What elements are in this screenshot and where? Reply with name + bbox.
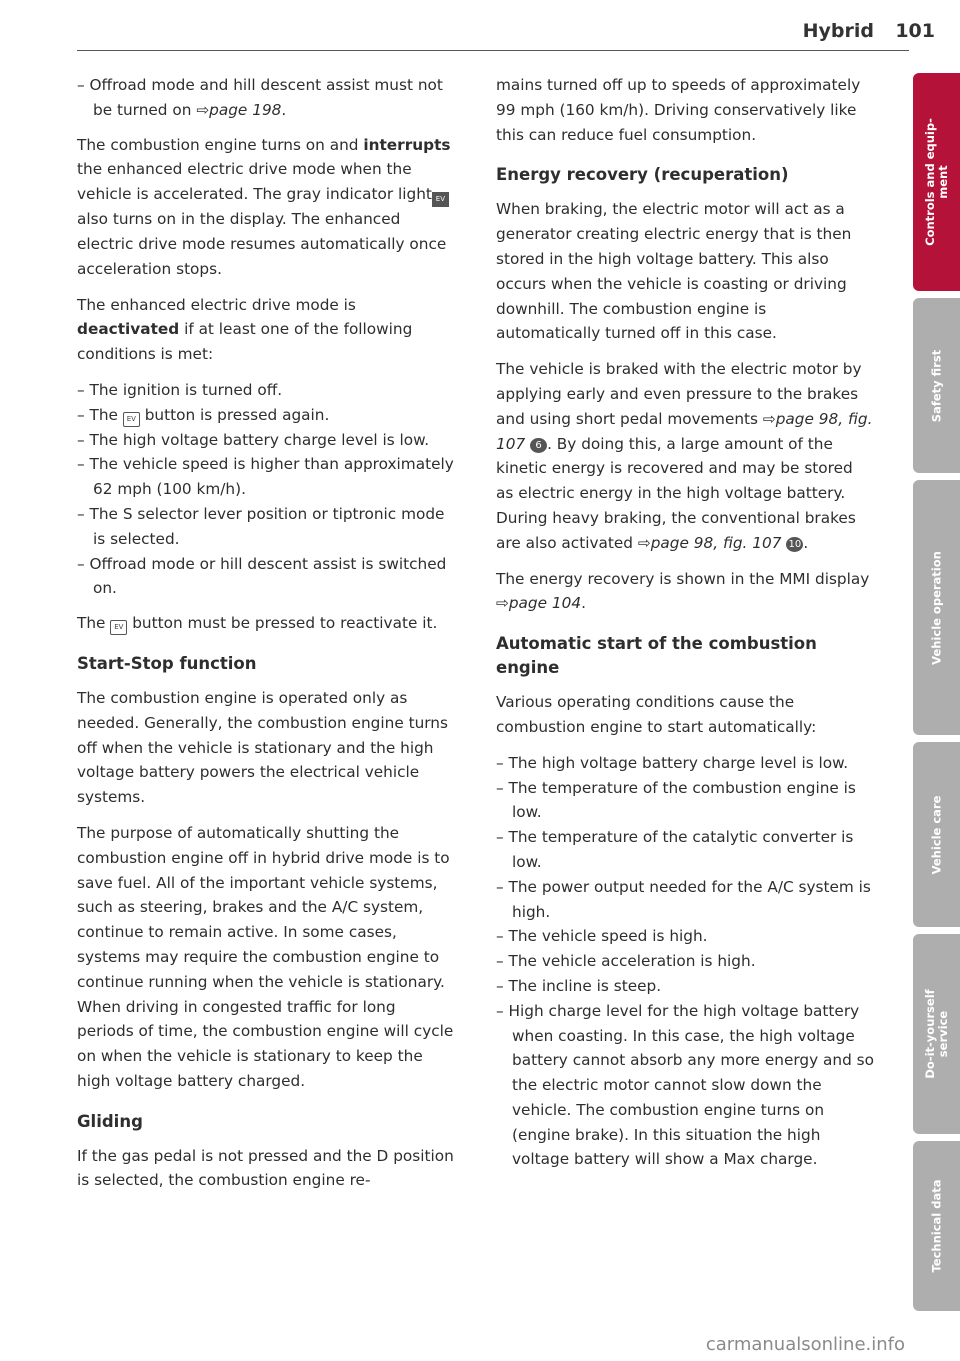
paragraph: The combustion engine is operated only as needed. Generally, the combustion engine turns off when the vehicle is stationary and the high voltage battery powers the electrical vehicle systems.	[77, 688, 448, 807]
callout-number-icon: 6	[530, 438, 547, 453]
heading-start-stop: Start-Stop function	[77, 653, 257, 673]
tab-vehicle-operation[interactable]	[913, 480, 960, 735]
list-item: – The temperature of the combustion engine is low.	[496, 776, 874, 826]
list-item: – Offroad mode and hill descent assist must not be turned on ⇨page 198.	[77, 73, 455, 123]
ev-indicator-light-icon: EV	[432, 192, 449, 207]
top-list	[77, 73, 455, 123]
page-reference-link[interactable]: page 98, fig. 107	[496, 409, 873, 453]
tab-controls-and-equipment[interactable]	[913, 73, 960, 291]
paragraph-deactivated: The enhanced electric drive mode is deactivated if at least one of the following conditions is met:	[77, 295, 413, 364]
paragraph: If the gas pedal is not pressed and the D position is selected, the combustion engine re-	[77, 1146, 454, 1190]
paragraph-mmi: The energy recovery is shown in the MMI display ⇨page 104.	[496, 569, 870, 613]
header-rule	[77, 50, 909, 51]
arrow-right-icon: ⇨	[637, 533, 651, 552]
tab-do-it-yourself-service[interactable]	[913, 934, 960, 1134]
heading-automatic-start: Automatic start of the combustion engine	[496, 634, 817, 678]
list-item: – The temperature of the catalytic converter is low.	[496, 825, 874, 875]
left-column	[77, 73, 455, 1204]
chapter-sidebar	[913, 73, 960, 1318]
list-item: – The power output needed for the A/C system is high.	[496, 875, 874, 925]
right-column	[496, 73, 874, 1182]
page-number: 101	[895, 20, 935, 42]
list-item: – The high voltage battery charge level is low.	[77, 428, 455, 453]
auto-start-list	[496, 751, 874, 1173]
paragraph: mains turned off up to speeds of approximately 99 mph (160 km/h). Driving conservatively like this can reduce fuel consumption.	[496, 76, 861, 144]
list-item: – The S selector lever position or tiptronic mode is selected.	[77, 502, 455, 552]
tab-safety-first[interactable]	[913, 298, 960, 473]
page-reference-link[interactable]: page 198	[209, 100, 282, 119]
tab-label: Vehicle care	[929, 795, 943, 874]
page-reference-link[interactable]: page 98, fig. 107	[650, 533, 782, 552]
tab-technical-data[interactable]	[913, 1141, 960, 1311]
tab-label: Vehicle operation	[929, 550, 943, 665]
tab-label: Technical data	[929, 1179, 943, 1273]
list-item: – The EV button is pressed again.	[77, 403, 455, 428]
paragraph: When braking, the electric motor will act as a generator creating electric energy that is then stored in the high voltage battery. This also occurs when the vehicle is coasting or driving downhill. The combustion engine is automatically turned off in this case.	[496, 200, 852, 343]
paragraph: Various operating conditions cause the combustion engine to start automatically:	[496, 693, 817, 736]
paragraph: The purpose of automatically shutting the combustion engine off in hybrid drive mode is to save fuel. All of the important vehicle systems, such as steering, brakes and the A/C system, continue to remain active. In some cases, systems may require the combustion engine to continue running when the vehicle is stationary. When driving in congested traffic for long periods of time, the combustion engine will cycle on when the vehicle is stationary to keep the high voltage battery charged.	[77, 823, 454, 1090]
watermark: carmanualsonline.info	[705, 1334, 905, 1355]
tab-label: Do-it-yourself service	[922, 989, 950, 1079]
list-item: – The vehicle acceleration is high.	[496, 949, 874, 974]
ev-button-icon: EV	[110, 620, 127, 635]
paragraph-interrupts: The combustion engine turns on and interrupts the enhanced electric drive mode when the vehicle is accelerated. The gray indicator light EV also turns on in the display. The enhanced electric drive mode resumes automatically once acceleration stops.	[77, 135, 451, 278]
tab-label: Controls and equip- ment	[922, 118, 950, 246]
conditions-list	[77, 378, 455, 601]
list-item: – The incline is steep.	[496, 974, 874, 999]
tab-vehicle-care[interactable]	[913, 742, 960, 927]
list-item: – The vehicle speed is higher than approximately 62 mph (100 km/h).	[77, 452, 455, 502]
list-item: – The high voltage battery charge level is low.	[496, 751, 874, 776]
page-reference-link[interactable]: page 104	[508, 594, 582, 613]
arrow-right-icon: ⇨	[496, 594, 509, 613]
list-item: – The vehicle speed is high.	[496, 924, 874, 949]
arrow-right-icon: ⇨	[762, 409, 776, 428]
list-item: – High charge level for the high voltage battery when coasting. In this case, the high voltage battery cannot absorb any more energy and so the electric motor cannot slow down the vehicle. The combustion engine turns on (engine brake). In this situation the high voltage battery will show a Max charge.	[496, 999, 874, 1173]
running-header-title: Hybrid	[802, 20, 874, 42]
list-item: – Offroad mode or hill descent assist is switched on.	[77, 552, 455, 602]
paragraph-braking: The vehicle is braked with the electric motor by applying early and even pressure to the brakes and using short pedal movements ⇨page 98, fig. 107 6 . By doing this, a large amount of the kinetic energy is recovered and may be stored as electric energy in the high voltage battery. During heavy braking, the conventional brakes are also activated ⇨page 98, fig. 107 10 .	[496, 360, 873, 552]
callout-number-icon: 10	[786, 537, 803, 552]
list-item: – The ignition is turned off.	[77, 378, 455, 403]
ev-button-icon: EV	[123, 412, 140, 427]
tab-label: Safety first	[929, 349, 943, 422]
paragraph-reactivate: The EV button must be pressed to reactivate it.	[77, 611, 455, 636]
heading-energy-recovery: Energy recovery (recuperation)	[496, 165, 789, 185]
heading-gliding: Gliding	[77, 1111, 143, 1131]
arrow-right-icon: ⇨	[196, 100, 210, 119]
